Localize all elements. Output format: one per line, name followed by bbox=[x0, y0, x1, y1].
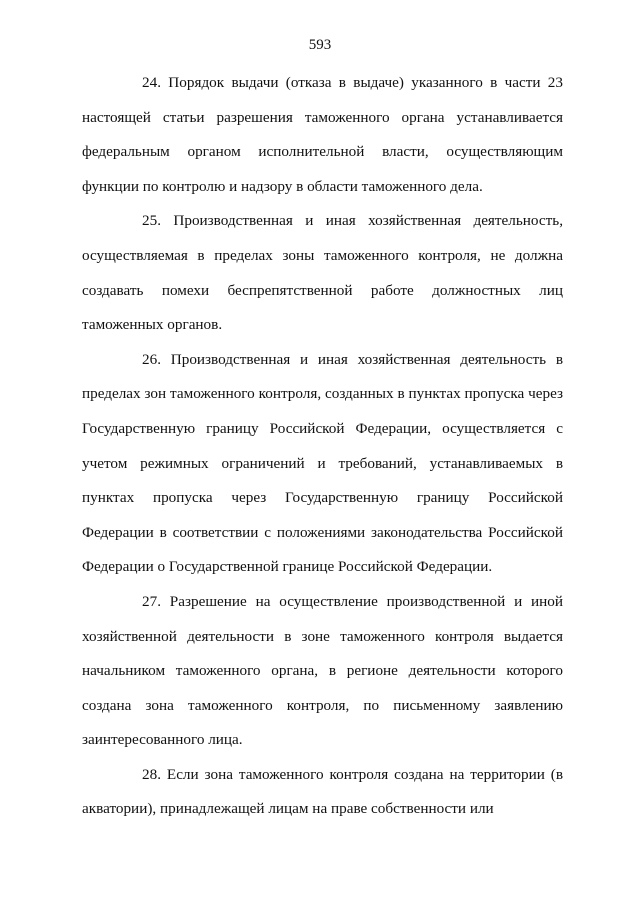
paragraph-27: 27. Разрешение на осуществление производственной и иной хозяйственной деятельности в зоне таможенного контроля выдается начальником таможенного органа, в регионе деятельности которого создана зона таможенного контроля, по письменному заявлению заинтересованного лица. bbox=[82, 592, 563, 749]
paragraph-24: 24. Порядок выдачи (отказа в выдаче) указанного в части 23 настоящей статьи разрешения таможенного органа устанавливается федеральным органом исполнительной власти, осуществляющим функции по контролю и надзору в области таможенного дела. bbox=[82, 74, 563, 195]
paragraph-26: 26. Производственная и иная хозяйственная деятельность в пределах зон таможенного контроля, созданных в пунктах пропуска через Государственную границу Российской Федерации, осуществляется с учетом режимных ограничений и требований, устанавливаемых в пунктах пропуска через Государственную границу Российской Федерации в соответствии с положениями законодательства Российской Федерации о Государственной границе Российской Федерации. bbox=[82, 350, 563, 576]
document-body bbox=[82, 66, 563, 827]
paragraph-25: 25. Производственная и иная хозяйственная деятельность, осуществляемая в пределах зоны таможенного контроля, не должна создавать помехи беспрепятственной работе должностных лиц таможенных органов. bbox=[82, 212, 563, 334]
paragraph-28: 28. Если зона таможенного контроля создана на территории (в акватории), принадлежащей лицам на праве собственности или bbox=[82, 765, 563, 818]
page-number: 593 bbox=[308, 37, 332, 53]
